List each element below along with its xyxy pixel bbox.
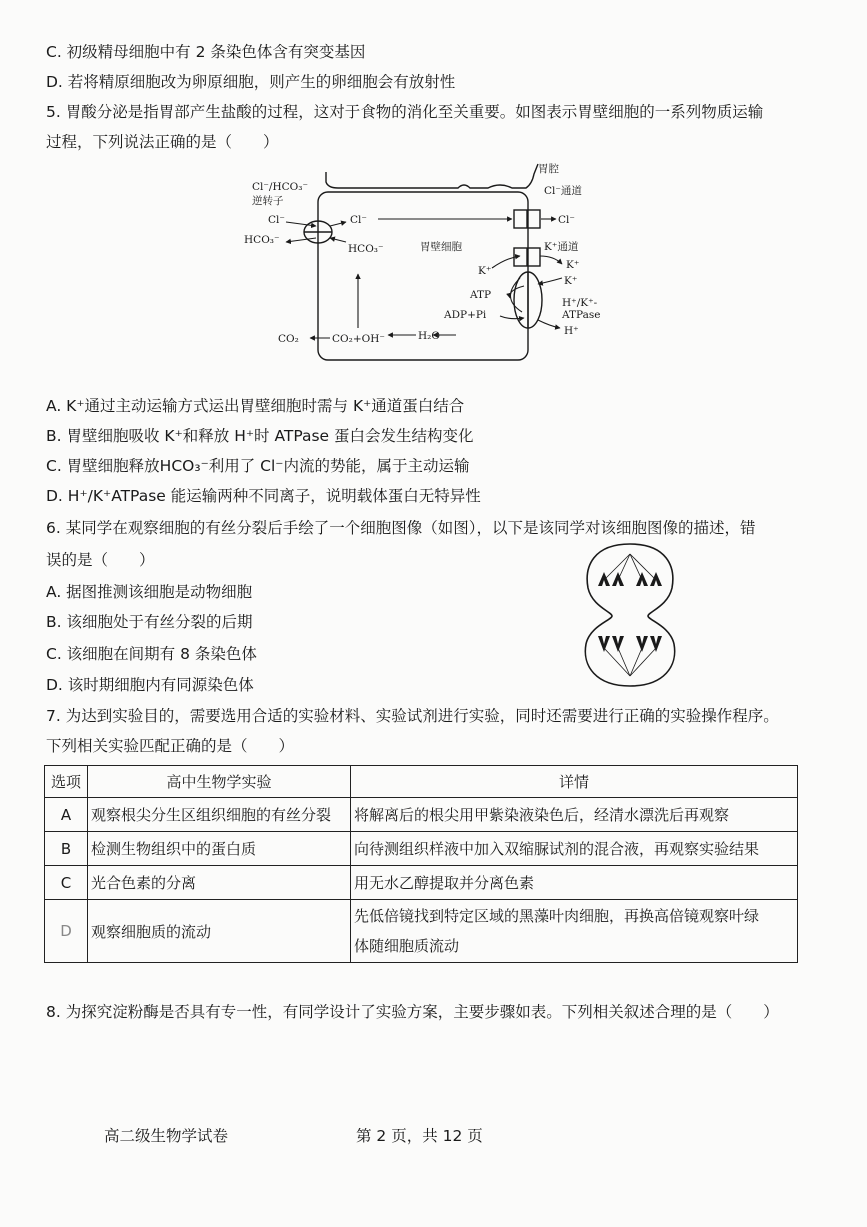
label-cl-inner: Cl⁻ (350, 214, 367, 226)
row-detail: 用无水乙醇提取并分离色素 (351, 866, 798, 900)
footer-subject: 高二级生物学试卷 (104, 1127, 229, 1145)
q5-diagram (238, 160, 618, 365)
q7-stem-line2: 下列相关实验匹配正确的是（ ） (46, 737, 295, 755)
header-option: 选项 (45, 766, 88, 798)
label-k-channel: K⁺通道 (544, 241, 579, 253)
row-experiment: 观察细胞质的流动 (88, 900, 351, 963)
label-antiporter-1: Cl⁻/HCO₃⁻ (252, 181, 309, 193)
row-experiment: 观察根尖分生区组织细胞的有丝分裂 (88, 798, 351, 832)
label-hco3-left: HCO₃⁻ (244, 234, 280, 246)
label-co2: CO₂ (278, 333, 299, 345)
row-option: A (45, 798, 88, 832)
label-cl-left: Cl⁻ (268, 214, 285, 226)
q4-option-c: C. 初级精母细胞中有 2 条染色体含有突变基因 (46, 43, 366, 61)
label-pump-1: H⁺/K⁺- (562, 297, 598, 309)
table-header-row (45, 766, 798, 798)
label-cl-out: Cl⁻ (558, 214, 575, 226)
row-detail-line1: 先低倍镜找到特定区域的黑藻叶肉细胞，再换高倍镜观察叶绿 (354, 907, 760, 925)
apical-membrane (326, 164, 538, 188)
label-atp: ATP (470, 289, 492, 301)
row-experiment: 检测生物组织中的蛋白质 (88, 832, 351, 866)
label-h2o: H₂O (418, 330, 440, 342)
row-option: B (45, 832, 88, 866)
header-detail: 详情 (351, 766, 798, 798)
table-row (45, 866, 798, 900)
label-hco3-inner: HCO₃⁻ (348, 243, 384, 255)
label-adp: ADP+Pi (444, 309, 487, 321)
label-co2-oh: CO₂+OH⁻ (332, 333, 385, 345)
q6-stem-line1: 6. 某同学在观察细胞的有丝分裂后手绘了一个细胞图像（如图），以下是该同学对该细胞图像的描述，错 (46, 519, 756, 537)
table-row (45, 832, 798, 866)
label-k-in-top: K⁺ (478, 265, 492, 277)
label-pump-2: ATPase (562, 309, 601, 321)
q7-table (44, 765, 798, 963)
row-detail (351, 900, 798, 963)
q5-option-a: A. K⁺通过主动运输方式运出胃壁细胞时需与 K⁺通道蛋白结合 (46, 397, 465, 415)
label-k-in-right: K⁺ (564, 275, 578, 287)
label-cl-channel: Cl⁻通道 (544, 185, 582, 197)
q6-cell-figure (580, 540, 680, 690)
footer-page: 第 2 页，共 12 页 (356, 1127, 483, 1145)
q6-option-c: C. 该细胞在间期有 8 条染色体 (46, 645, 257, 663)
q6-stem-line2: 误的是（ ） (46, 551, 155, 569)
row-detail-line2: 体随细胞质流动 (354, 937, 460, 955)
q6-option-d: D. 该时期细胞内有同源染色体 (46, 676, 254, 694)
table-row (45, 900, 798, 963)
q5-stem-line2: 过程，下列说法正确的是（ ） (46, 133, 279, 151)
row-detail: 将解离后的根尖用甲紫染液染色后，经清水漂洗后再观察 (351, 798, 798, 832)
q5-stem-line1: 5. 胃酸分泌是指胃部产生盐酸的过程，这对于食物的消化至关重要。如图表示胃壁细胞的一系列物质运输 (46, 103, 764, 121)
q5-option-d: D. H⁺/K⁺ATPase 能运输两种不同离子，说明载体蛋白无特异性 (46, 487, 481, 505)
q5-option-b: B. 胃壁细胞吸收 K⁺和释放 H⁺时 ATPase 蛋白会发生结构变化 (46, 427, 474, 445)
q8-stem: 8. 为探究淀粉酶是否具有专一性，有同学设计了实验方案，主要步骤如表。下列相关叙述合理的是（ ） (46, 1003, 779, 1021)
q5-option-c: C. 胃壁细胞释放HCO₃⁻利用了 Cl⁻内流的势能，属于主动运输 (46, 457, 470, 475)
label-h-out: H⁺ (564, 325, 579, 337)
label-antiporter-2: 逆转子 (252, 195, 284, 207)
q6-option-b: B. 该细胞处于有丝分裂的后期 (46, 613, 253, 631)
row-detail: 向待测组织样液中加入双缩脲试剂的混合液，再观察实验结果 (351, 832, 798, 866)
row-option: C (45, 866, 88, 900)
q7-stem-line1: 7. 为达到实验目的，需要选用合适的实验材料、实验试剂进行实验，同时还需要进行正确的实验操作程序。 (46, 707, 779, 725)
label-stomach-lumen: 胃腔 (538, 163, 559, 175)
q4-option-d: D. 若将精原细胞改为卵原细胞，则产生的卵细胞会有放射性 (46, 73, 456, 91)
table-row (45, 798, 798, 832)
header-experiment: 高中生物学实验 (88, 766, 351, 798)
row-experiment: 光合色素的分离 (88, 866, 351, 900)
q6-option-a: A. 据图推测该细胞是动物细胞 (46, 583, 253, 601)
label-k-out: K⁺ (566, 259, 580, 271)
row-option: D (45, 900, 88, 963)
label-cell: 胃壁细胞 (420, 241, 462, 253)
